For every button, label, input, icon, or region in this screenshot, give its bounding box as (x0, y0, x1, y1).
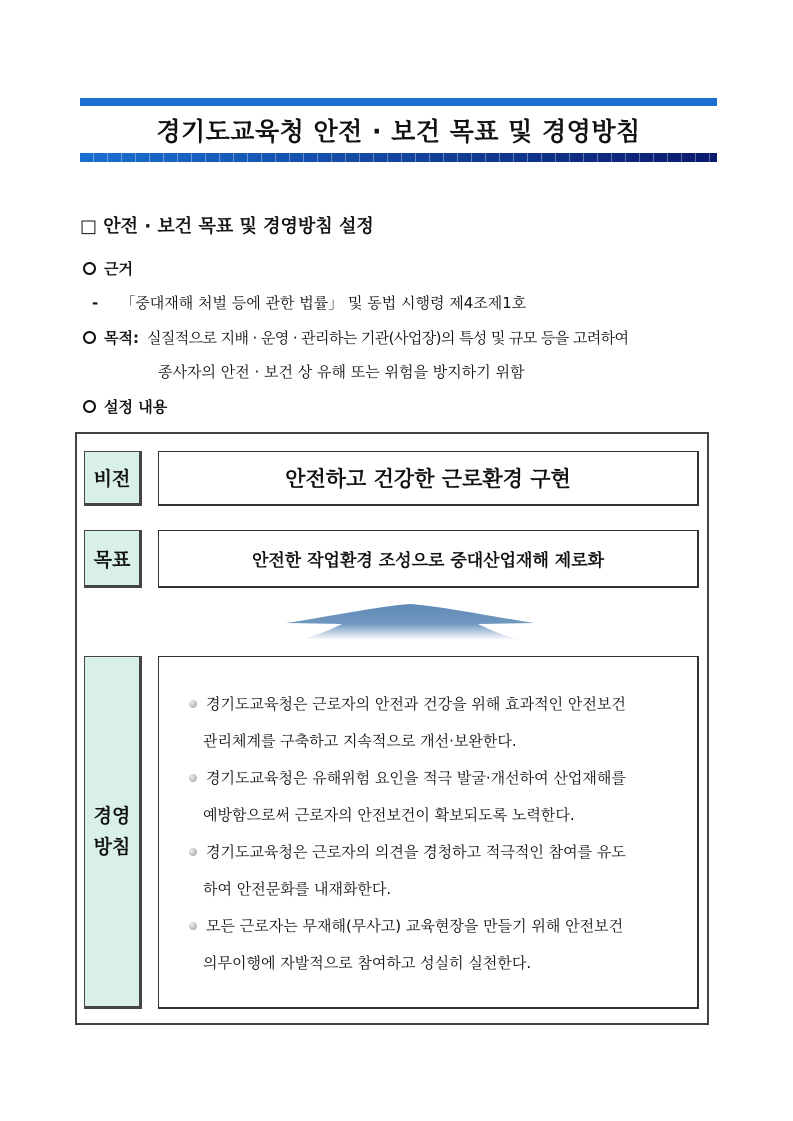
bullet-icon (189, 700, 197, 708)
circle-bullet-icon (83, 400, 96, 413)
purpose-label: 목적: (104, 329, 139, 347)
basis-text: 「중대재해 처벌 등에 관한 법률」 및 동법 시행령 제4조제1호 (120, 294, 527, 312)
section-heading: □ 안전 · 보건 목표 및 경영방침 설정 (80, 216, 374, 237)
goal-label: 목표 (84, 530, 142, 588)
circle-bullet-icon (83, 331, 96, 344)
basis-label: 근거 (104, 260, 133, 278)
bullet-icon (189, 922, 197, 930)
circle-bullet-icon (83, 262, 96, 275)
purpose-line (83, 327, 628, 348)
policy-item-3 (189, 841, 626, 862)
policy-item-2 (189, 767, 626, 788)
policy-item-4-cont: 의무이행에 자발적으로 참여하고 성실히 실천한다. (203, 954, 532, 972)
bullet-icon (189, 774, 197, 782)
policy-item-1-cont: 관리체계를 구축하고 지속적으로 개선·보완한다. (203, 732, 517, 750)
policy-item-text: 모든 근로자는 무재해(무사고) 교육현장을 만들기 위해 안전보건 (206, 917, 624, 935)
dash-bullet: - (92, 294, 99, 312)
basis-line (92, 292, 526, 313)
title-top-bar (80, 98, 717, 106)
vision-text: 안전하고 건강한 근로환경 구현 (158, 451, 699, 506)
policy-item-text: 경기도교육청은 근로자의 의견을 경청하고 적극적인 참여를 유도 (206, 843, 626, 861)
policy-item-text: 경기도교육청은 근로자의 안전과 건강을 위해 효과적인 안전보건 (206, 695, 626, 713)
up-arrow-icon (280, 600, 540, 645)
policy-item-1 (189, 693, 626, 714)
purpose-text-1: 실질적으로 지배 · 운영 · 관리하는 기관(사업장)의 특성 및 규모 등을 고려하여 (146, 329, 629, 347)
purpose-text-2: 종사자의 안전 · 보건 상 유해 또는 위험을 방지하기 위함 (158, 363, 525, 381)
content-heading (83, 396, 167, 417)
policy-label-2: 방침 (93, 835, 131, 858)
page-title: 경기도교육청 안전 · 보건 목표 및 경영방침 (156, 117, 641, 146)
content-label: 설정 내용 (104, 398, 168, 416)
policy-item-4 (189, 915, 623, 936)
title-bottom-bar (80, 153, 717, 162)
policy-item-text: 경기도교육청은 유해위험 요인을 적극 발굴·개선하여 산업재해를 (206, 769, 626, 787)
policy-item-3-cont: 하여 안전문화를 내재화한다. (203, 880, 392, 898)
policy-box (158, 656, 699, 1009)
vision-label: 비전 (84, 451, 142, 506)
goal-text: 안전한 작업환경 조성으로 중대산업재해 제로화 (158, 530, 699, 588)
bullet-icon (189, 848, 197, 856)
policy-label-1: 경영 (93, 805, 131, 828)
policy-item-2-cont: 예방함으로써 근로자의 안전보건이 확보되도록 노력한다. (203, 806, 575, 824)
policy-label (84, 656, 142, 1009)
basis-heading (83, 258, 133, 279)
